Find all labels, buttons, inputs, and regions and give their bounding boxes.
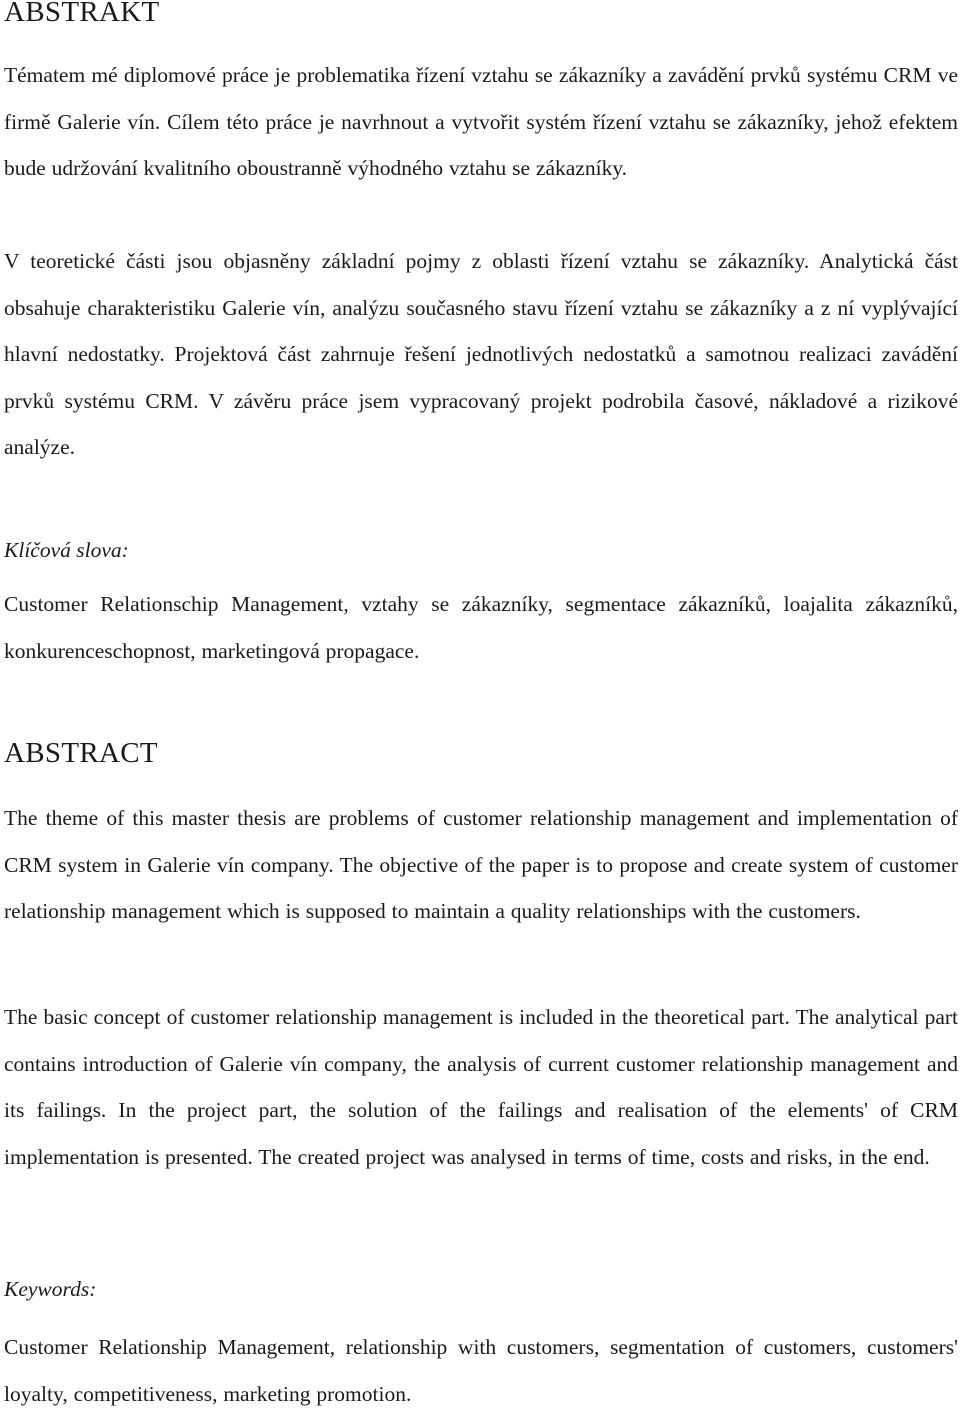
keywords-text: Customer Relationship Management, relationship with customers, segmentation of customers, customers' loyalty, competitiveness, marketing promotion. [4,1335,958,1406]
abstrakt-heading: ABSTRAKT [4,0,160,28]
abstrakt-paragraph-2: V teoretické části jsou objasněny základní pojmy z oblasti řízení vztahu se zákazníky. Analytická část obsahuje charakteristiku Galerie vín, analýzu současného stavu řízení vztahu se zákazníky a z ní vyplývající hlavní nedostatky. Projektová část zahrnuje řešení jednotlivých nedostatků a samotnou realizaci zavádění prvků systému CRM. V závěru práce jsem vypracovaný projekt podrobila časové, nákladové a rizikové analýze. [4,249,958,459]
abstrakt-paragraph-1: Tématem mé diplomové práce je problematika řízení vztahu se zákazníky a zavádění prvků systému CRM ve firmě Galerie vín. Cílem této práce je navrhnout a vytvořit systém řízení vztahu se zákazníky, jehož efektem bude udržování kvalitního oboustranně výhodného vztahu se zákazníky. [4,63,958,180]
klicova-slova-text: Customer Relationschip Management, vztahy se zákazníky, segmentace zákazníků, loajalita zákazníků, konkurenceschopnost, marketingová propagace. [4,592,958,663]
abstract-heading: ABSTRACT [4,737,158,769]
keywords-label: Keywords: [4,1277,97,1301]
abstract-paragraph-1: The theme of this master thesis are problems of customer relationship management and implementation of CRM system in Galerie vín company. The objective of the paper is to propose and create system of customer relationship management which is supposed to maintain a quality relationships with the customers. [4,806,958,923]
abstract-paragraph-2: The basic concept of customer relationship management is included in the theoretical part. The analytical part contains introduction of Galerie vín company, the analysis of current customer relationship management and its failings. In the project part, the solution of the failings and realisation of the elements' of CRM implementation is presented. The created project was analysed in terms of time, costs and risks, in the end. [4,1005,958,1169]
klicova-slova-label: Klíčová slova: [4,538,129,562]
